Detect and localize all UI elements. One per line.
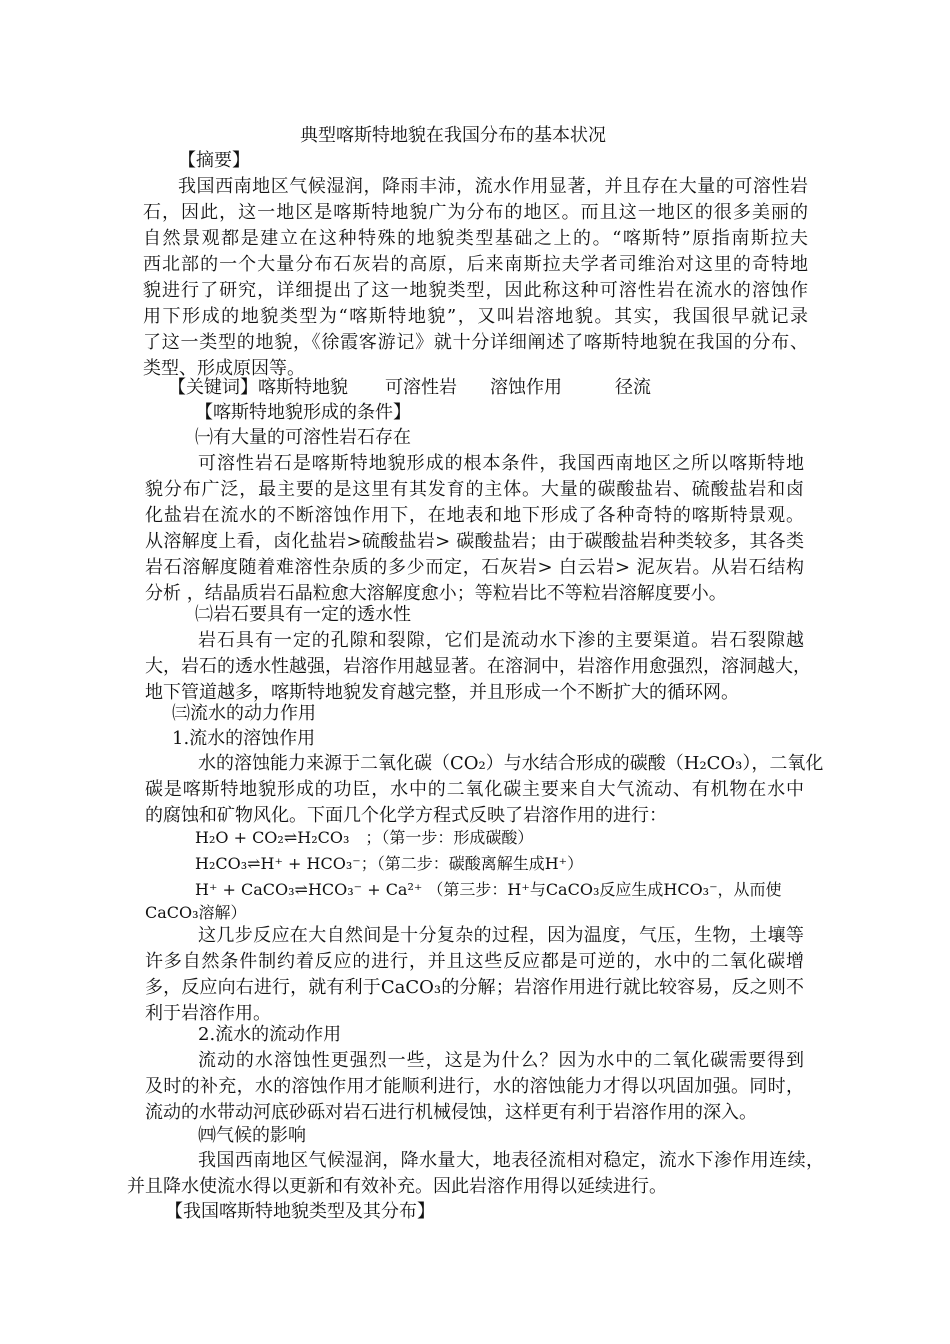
equation-2: H₂CO₃⇌H⁺ + HCO₃⁻；（第二步：碳酸离解生成H⁺） xyxy=(195,854,584,873)
paragraph-line: 这几步反应在大自然间是十分复杂的过程，因为温度，气压，生物，土壤等 xyxy=(198,925,804,946)
abstract-line: 类型、形成原因等。 xyxy=(143,358,305,379)
abstract-line: 自然景观都是建立在这种特殊的地貌类型基础之上的。“喀斯特”原指南斯拉夫 xyxy=(143,228,808,249)
abstract-line: 我国西南地区气候湿润，降雨丰沛，流水作用显著，并且存在大量的可溶性岩 xyxy=(178,176,808,197)
abstract-line: 用下形成的地貌类型为“喀斯特地貌”，又叫岩溶地貌。其实，我国很早就记录 xyxy=(143,306,808,327)
keyword: 可溶性岩 xyxy=(385,377,457,398)
keyword: 喀斯特地貌 xyxy=(258,377,348,398)
paragraph-line: 水的溶蚀能力来源于二氧化碳（CO₂）与水结合形成的碳酸（H₂CO₃），二氧化 xyxy=(198,753,824,774)
equation-1: H₂O + CO₂⇌H₂CO₃ ；（第一步：形成碳酸） xyxy=(195,828,534,847)
section-heading: 【喀斯特地貌形成的条件】 xyxy=(195,402,411,423)
section-heading: 【我国喀斯特地貌类型及其分布】 xyxy=(165,1201,435,1222)
paragraph-line: 地下管道越多，喀斯特地貌发育越完整，并且形成一个不断扩大的循环网。 xyxy=(145,682,739,703)
paragraph-line: 流动的水带动河底砂砾对岩石进行机械侵蚀，这样更有利于岩溶作用的深入。 xyxy=(145,1102,757,1123)
keywords-label: 【关键词】 xyxy=(168,377,258,398)
paragraph-line: 碳是喀斯特地貌形成的功臣，水中的二氧化碳主要来自大气流动、有机物在水中 xyxy=(145,779,804,800)
paragraph-line: 的腐蚀和矿物风化。下面几个化学方程式反映了岩溶作用的进行： xyxy=(145,805,667,826)
subsection-heading: ㈢流水的动力作用 xyxy=(172,703,316,724)
paragraph-line: 分析 ，结晶质岩石晶粒愈大溶解度愈小；等粒岩比不等粒岩溶解度要小。 xyxy=(145,583,727,604)
abstract-line: 了这一类型的地貌，《徐霞客游记》就十分详细阐述了喀斯特地貌在我国的分布、 xyxy=(143,332,808,353)
paragraph-line: 我国西南地区气候湿润，降水量大，地表径流相对稳定，流水下渗作用连续， xyxy=(198,1150,824,1171)
paragraph-line: 并且降水使流水得以更新和有效补充。因此岩溶作用得以延续进行。 xyxy=(127,1176,667,1197)
abstract-line: 石，因此，这一地区是喀斯特地貌广为分布的地区。而且这一地区的很多美丽的 xyxy=(143,202,808,223)
document-title: 典型喀斯特地貌在我国分布的基本状况 xyxy=(300,125,606,146)
subsection-heading: ㈡岩石要具有一定的透水性 xyxy=(195,604,411,625)
paragraph-line: 貌分布广泛，最主要的是这里有其发育的主体。大量的碳酸盐岩、硫酸盐岩和卤 xyxy=(145,479,804,500)
paragraph-line: 从溶解度上看，卤化盐岩>硫酸盐岩> 碳酸盐岩；由于碳酸盐岩种类较多，其各类 xyxy=(145,531,804,552)
equation-3-continuation: CaCO₃溶解） xyxy=(145,903,247,922)
paragraph-line: 岩石溶解度随着难溶性杂质的多少而定，石灰岩> 白云岩> 泥灰岩。从岩石结构 xyxy=(145,557,804,578)
paragraph-line: 许多自然条件制约着反应的进行，并且这些反应都是可逆的，水中的二氧化碳增 xyxy=(145,951,804,972)
sub-subsection-heading: 1.流水的溶蚀作用 xyxy=(172,728,316,749)
subsection-heading: ㈠有大量的可溶性岩石存在 xyxy=(195,427,411,448)
paragraph-line: 多，反应向右进行，就有利于CaCO₃的分解；岩溶作用进行就比较容易，反之则不 xyxy=(145,977,804,998)
paragraph-line: 流动的水溶蚀性更强烈一些，这是为什么？因为水中的二氧化碳需要得到 xyxy=(198,1050,804,1071)
equation-3: H⁺ + CaCO₃⇌HCO₃⁻ + Ca²⁺ （第三步：H⁺与CaCO₃反应生成HCO₃⁻，从而使 xyxy=(195,880,782,899)
keyword: 溶蚀作用 xyxy=(490,377,562,398)
paragraph-line: 化盐岩在流水的不断溶蚀作用下，在地表和地下形成了各种奇特的喀斯特景观。 xyxy=(145,505,804,526)
paragraph-line: 及时的补充，水的溶蚀作用才能顺利进行，水的溶蚀能力才得以巩固加强。同时， xyxy=(145,1076,804,1097)
keyword: 径流 xyxy=(615,377,651,398)
paragraph-line: 岩石具有一定的孔隙和裂隙，它们是流动水下渗的主要渠道。岩石裂隙越 xyxy=(198,630,804,651)
abstract-line: 西北部的一个大量分布石灰岩的高原，后来南斯拉夫学者司维治对这里的奇特地 xyxy=(143,254,808,275)
paragraph-line: 利于岩溶作用。 xyxy=(145,1003,271,1024)
abstract-heading: 【摘要】 xyxy=(178,150,250,171)
abstract-line: 貌进行了研究，详细提出了这一地貌类型，因此称这种可溶性岩在流水的溶蚀作 xyxy=(143,280,808,301)
paragraph-line: 可溶性岩石是喀斯特地貌形成的根本条件，我国西南地区之所以喀斯特地 xyxy=(198,453,804,474)
subsection-heading: ㈣气候的影响 xyxy=(198,1125,306,1146)
sub-subsection-heading: 2.流水的流动作用 xyxy=(198,1024,342,1045)
paragraph-line: 大，岩石的透水性越强，岩溶作用越显著。在溶洞中，岩溶作用愈强烈，溶洞越大， xyxy=(145,656,811,677)
